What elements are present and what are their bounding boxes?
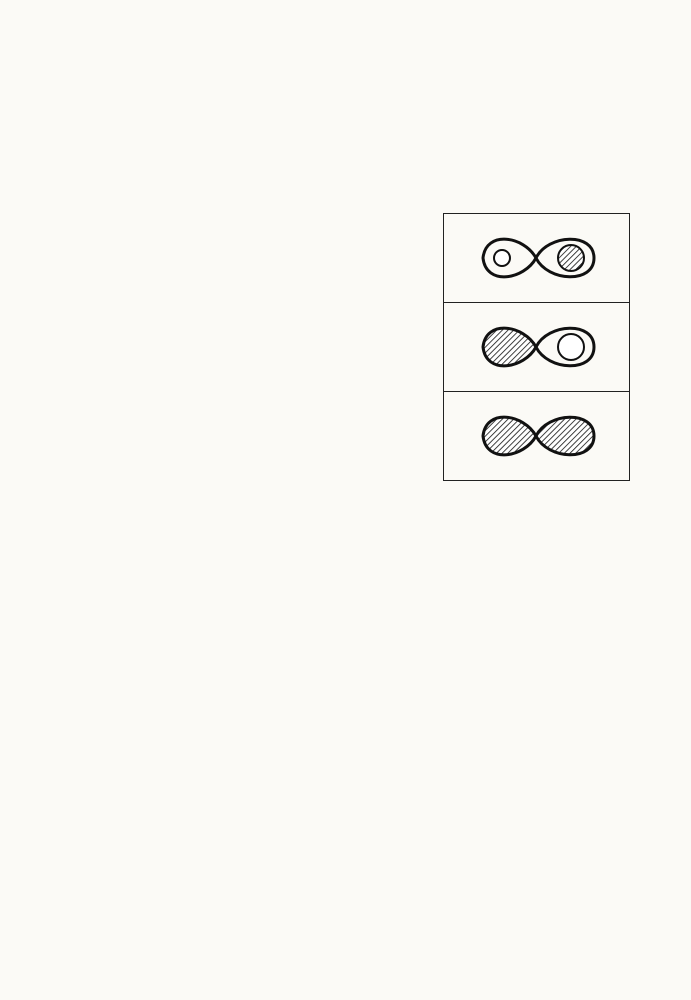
secondary-star bbox=[483, 417, 536, 455]
running-header bbox=[60, 46, 630, 70]
panel-contact-system bbox=[444, 392, 629, 480]
figure-95 bbox=[443, 213, 630, 481]
panel-detached-system bbox=[444, 214, 629, 303]
primary-star bbox=[558, 334, 584, 360]
secondary-star bbox=[494, 250, 510, 266]
primary-star bbox=[536, 417, 594, 455]
primary-star bbox=[558, 245, 584, 271]
roche-diagram-semidetached bbox=[444, 303, 628, 391]
roche-diagram-detached bbox=[444, 214, 628, 302]
panel-semidetached-system bbox=[444, 303, 629, 392]
roche-diagram-contact bbox=[444, 392, 628, 480]
secondary-star bbox=[483, 328, 536, 366]
